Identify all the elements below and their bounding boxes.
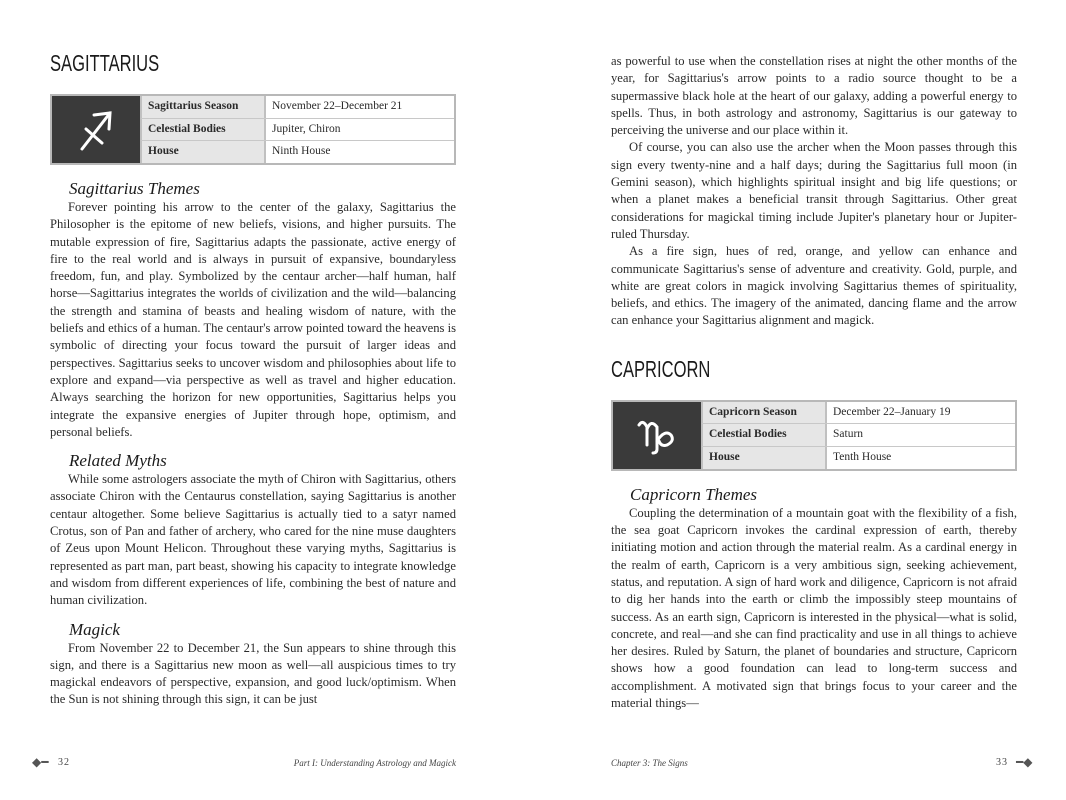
sign-title: CAPRICORN bbox=[611, 355, 711, 382]
section-heading: Magick bbox=[69, 619, 120, 639]
row-value: Tenth House bbox=[833, 451, 892, 464]
table-row bbox=[701, 402, 1015, 424]
running-head: Chapter 3: The Signs bbox=[611, 758, 688, 768]
sign-info-table bbox=[50, 94, 456, 165]
table-row bbox=[140, 96, 454, 118]
section-heading: Sagittarius Themes bbox=[69, 179, 200, 198]
body-paragraph: From November 22 to December 21, the Sun appears to shine through this sign, and there is a Sagittarius new moon as well—all auspicious times to try magickal endeavors of perspective, expansion, and good luck/optimism. When the Sun is not shining through this sign, it can be just bbox=[50, 640, 456, 707]
table-row bbox=[701, 446, 1015, 469]
sagittarius-glyph-icon bbox=[52, 96, 140, 163]
table-row bbox=[140, 118, 454, 141]
section-heading: Related Myths bbox=[69, 451, 167, 471]
row-label: Celestial Bodies bbox=[703, 424, 827, 446]
row-value: November 22–December 21 bbox=[272, 100, 403, 112]
row-label: Celestial Bodies bbox=[142, 119, 266, 141]
row-label: House bbox=[142, 141, 266, 163]
section bbox=[50, 179, 456, 441]
table-row bbox=[140, 140, 454, 163]
section bbox=[50, 620, 456, 709]
page-number: 33 bbox=[996, 757, 1008, 768]
section-heading: Capricorn Themes bbox=[630, 484, 758, 504]
row-label: House bbox=[703, 447, 827, 469]
section bbox=[611, 485, 1017, 713]
row-value: Saturn bbox=[833, 428, 864, 441]
sign-info-table bbox=[611, 400, 1017, 471]
row-value: December 22–January 19 bbox=[833, 405, 951, 418]
page-number: 32 bbox=[58, 757, 70, 768]
capricorn-glyph-icon bbox=[613, 402, 701, 469]
body-paragraph: As a fire sign, hues of red, orange, and yellow can enhance and communicate Sagittarius's sense of adventure and creativity. Gold, purple, and white are great colors in magick involving Sagittarius themes of spirituality, beliefs, and ethics. The imagery of the animated, dancing flame and the arrow can enhance your Sagittarius alignment and magick. bbox=[611, 244, 1017, 328]
row-value: Ninth House bbox=[272, 145, 331, 158]
body-paragraph: Coupling the determination of a mountain goat with the flexibility of a fish, the sea goat Capricorn invokes the cardinal expression of earth, thereby initiating motion and action through the material realm. As a cardinal energy in the realm of earth, Capricorn is a very ambitious sign, seeking achievement, status, and reputation. A sign of hard work and diligence, Capricorn is not afraid to dig her hands into the earth or climb the impossibly steep mountains of success. As an earth sign, Capricorn is interested in the physical—what is solid, concrete, and real—and she can find practicality and use in all things to achieve her desires. Ruled by Saturn, the planet of boundaries and structure, Capricorn shows how a good foundation can lead to long-term success and accomplishment. A motivated sign that brings focus to your career and the material things— bbox=[611, 505, 1017, 711]
section bbox=[50, 451, 456, 609]
row-label: Capricorn Season bbox=[703, 402, 827, 424]
row-value: Jupiter, Chiron bbox=[272, 122, 341, 135]
ornament-icon: ◆━ bbox=[32, 755, 49, 769]
body-paragraph: Forever pointing his arrow to the center of the galaxy, Sagittarius the Philosopher is the epitome of new beliefs, visions, and higher pursuits. The mutable expression of fire, Sagittarius adapts the passionate, active energy of fire to the real world and is always in pursuit of expansive, boundaryless freedom, fun, and play. Symbolized by the centaur archer—half human, half horse—Sagittarius integrates the worlds of civilization and the wild—balancing the strength and stamina of beasts and healing wisdom of nature, with the beliefs and ethics of a human. The centaur's arrow pointed toward the heavens is symbolic of directing your focus toward the pursuit of larger ideas and perspectives. Sagittarius seeks to uncover wisdom and philosophies about life to explore and expand—via perspective as well as travel and higher education. Always searching the horizon for new opportunities, Sagittarius helps you integrate the expansive energies of Jupiter through hope, optimism, and personal beliefs. bbox=[50, 200, 456, 439]
row-label: Sagittarius Season bbox=[142, 96, 266, 118]
sign-title: SAGITTARIUS bbox=[50, 50, 160, 76]
left-page bbox=[50, 50, 456, 709]
body-paragraph: While some astrologers associate the myth of Chiron with Sagittarius, others associate Chiron with the Centaurus constellation, saying Sagittarius is another centaur altogether. Some believe Sagittarius is actually tied to a satyr named Crotus, son of Pan and father of archery, who cared for the nine muse daughters of Zeus upon Mount Helicon. Throughout these varying myths, Sagittarius is represented as part man, part beast, showing his capacity to integrate knowledge and wisdom from different experiences of life, combining the best of nature and human civilization. bbox=[50, 472, 456, 608]
body-paragraph: as powerful to use when the constellation rises at night the other months of the year, for Sagittarius's arrow points to a radio source thought to be a supermassive black hole at the heart of our galaxy, adding a powerful energy to spells. Thus, in both astrology and astronomy, Sagittarius is our gateway to perceiving the universe and our place within it. bbox=[611, 54, 1017, 138]
table-row bbox=[701, 423, 1015, 446]
ornament-icon: ━◆ bbox=[1016, 755, 1033, 769]
body-paragraph: Of course, you can also use the archer when the Moon passes through this sign every twenty-nine and a half days; during the Sagittarius full moon (in Gemini season), which highlights spiritual insight and big life questions; or when a planet makes a beneficial transit through Sagittarius. Other great considerations for magickal timing include Jupiter's planetary hour or Jupiter-ruled Thursday. bbox=[611, 140, 1017, 241]
running-head: Part I: Understanding Astrology and Magick bbox=[293, 758, 456, 768]
right-page bbox=[611, 53, 1017, 712]
